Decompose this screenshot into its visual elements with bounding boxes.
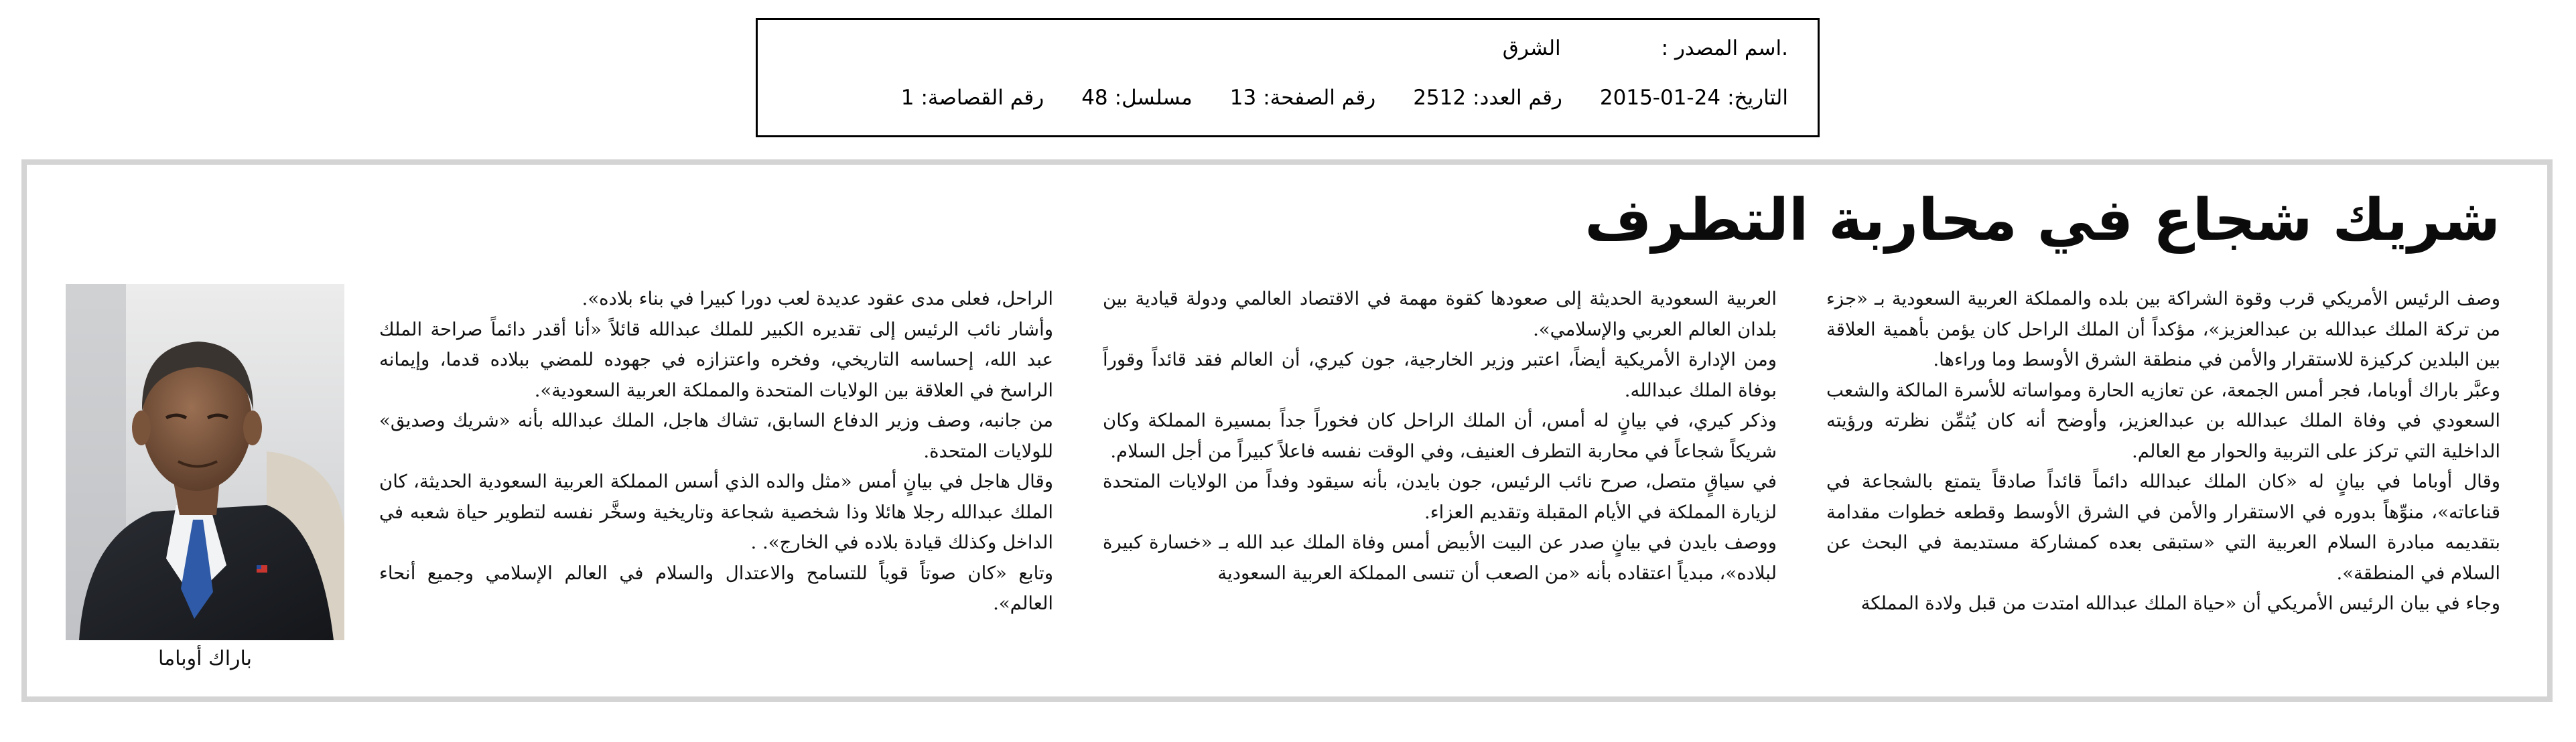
serial-value: 48 xyxy=(1081,86,1108,110)
photo-caption: باراك أوباما xyxy=(157,647,253,670)
article-column-2 xyxy=(1103,284,1777,679)
article-column-1 xyxy=(1826,284,2500,679)
paragraph: في سياقٍ متصل، صرح نائب الرئيس، جون بايدن، بأنه سيقود وفداً من الولايات المتحدة لزيارة المملكة في الأيام المقبلة وتقديم العزاء. xyxy=(1103,471,1777,523)
date-field xyxy=(1600,86,1788,110)
paragraph: وجاء في بيان الرئيس الأمريكي أن «حياة الملك عبدالله امتدت من قبل ولادة المملكة xyxy=(1860,593,2500,614)
source-name xyxy=(1503,36,1788,60)
issue-value: 2512 xyxy=(1413,86,1467,110)
paragraph: وتابع «كان صوتاً قوياً للتسامح والاعتدال والسلام في العالم الإسلامي وجميع أنحاء العالم». xyxy=(379,562,1053,614)
serial-label: مسلسل: xyxy=(1114,86,1193,110)
portrait-illustration xyxy=(66,284,344,640)
issue-field xyxy=(1413,86,1562,110)
paragraph: العربية السعودية الحديثة إلى صعودها كقوة مهمة في الاقتصاد العالمي ودولة قيادية بين بلدان العالم العربي والإسلامي». xyxy=(1103,288,1777,340)
paragraph: ووصف بايدن في بيانٍ صدر عن البيت الأبيض أمس وفاة الملك عبد الله بـ «خسارة كبيرة لبلاده»، مبدياً اعتقاده بأنه «من الصعب أن تنسى المملكة العربية السعودية xyxy=(1103,532,1777,584)
source-label: .اسم المصدر : xyxy=(1661,36,1788,60)
source-value: الشرق xyxy=(1502,36,1561,60)
clip-label: رقم القصاصة: xyxy=(921,86,1044,110)
page-value: 13 xyxy=(1229,86,1257,110)
paragraph: وذكر كيري، في بيانٍ له أمس، أن الملك الراحل كان فخوراً جداً بمسيرة المملكة وكان شريكاً شجاعاً في محاربة التطرف العنيف، وفي الوقت نفسه فاعلاً كبيراً من أجل السلام. xyxy=(1103,410,1777,462)
source-info-box xyxy=(756,18,1820,137)
source-row xyxy=(1503,36,1788,60)
date-value: 2015-01-24 xyxy=(1599,86,1721,110)
date-label: التاريخ: xyxy=(1727,86,1788,110)
page-field xyxy=(1230,86,1375,110)
article-headline: شريك شجاع في محاربة التطرف xyxy=(1584,187,2500,254)
paragraph: وقال أوباما في بيانٍ له «كان الملك عبدالله دائماً قائداً صادقاً يتمتع بالشجاعة في قناعاته»، منوِّهاً بدوره في الاستقرار والأمن في الشرق الأوسط وقطعه خطوات مقدامة بتقديمه مبادرة السلام العربية التي «ستبقى بعده كمشاركة مستديمة في البحث عن السلام في المنطقة». xyxy=(1826,471,2500,584)
issue-details-row xyxy=(901,86,1788,110)
paragraph: وأشار نائب الرئيس إلى تقديره الكبير للملك عبدالله قائلاً «أنا أقدر دائماً صراحة الملك عبد الله، إحساسه التاريخي، وفخره واعتزازه في جهوده للمضي ببلاده قدما، وإيمانه الراسخ في العلاقة بين الولايات المتحدة والمملكة العربية السعودية». xyxy=(379,318,1053,401)
clip-field xyxy=(901,86,1044,110)
clip-value: 1 xyxy=(900,86,914,110)
paragraph: وقال هاجل في بيانٍ أمس «مثل والده الذي أسس المملكة العربية السعودية الحديثة، كان الملك عبدالله رجلا هائلا وذا شخصية شجاعة وتاريخية وسخَّر نفسه لتطوير حياة شعبه في الداخل وكذلك قيادة بلاده في الخارج». . xyxy=(379,471,1053,553)
paragraph: الراحل، فعلى مدى عقود عديدة لعب دورا كبيرا في بناء بلاده». xyxy=(582,288,1053,309)
article-clipping xyxy=(21,159,2553,702)
issue-label: رقم العدد: xyxy=(1473,86,1562,110)
page-label: رقم الصفحة: xyxy=(1263,86,1376,110)
serial-field xyxy=(1081,86,1193,110)
paragraph: وعبَّر باراك أوباما، فجر أمس الجمعة، عن تعازيه الحارة ومواساته للأسرة المالكة والشعب السعودي في وفاة الملك عبدالله بن عبدالعزيز، وأوضح أنه كان يُثمِّن نظرته ورؤيته الداخلية التي تركز على التربية والحوار مع العالم. xyxy=(1826,379,2500,462)
paragraph: من جانبه، وصف وزير الدفاع السابق، تشاك هاجل، الملك عبدالله بأنه «شريك وصديق» للولايات المتحدة. xyxy=(379,410,1053,462)
paragraph: وصف الرئيس الأمريكي قرب وقوة الشراكة بين بلده والمملكة العربية السعودية بـ «جزء من تركة الملك عبدالله بن عبدالعزيز»، مؤكداً أن الملك الراحل كان يؤمن بأهمية العلاقة بين البلدين كركيزة للاستقرار والأمن في منطقة الشرق الأوسط وما وراءها. xyxy=(1826,288,2500,370)
portrait-photo xyxy=(66,284,344,640)
paragraph: ومن الإدارة الأمريكية أيضاً، اعتبر وزير الخارجية، جون كيري، أن العالم فقد قائداً وقوراً بوفاة الملك عبدالله. xyxy=(1103,349,1777,401)
article-column-3 xyxy=(379,284,1053,679)
